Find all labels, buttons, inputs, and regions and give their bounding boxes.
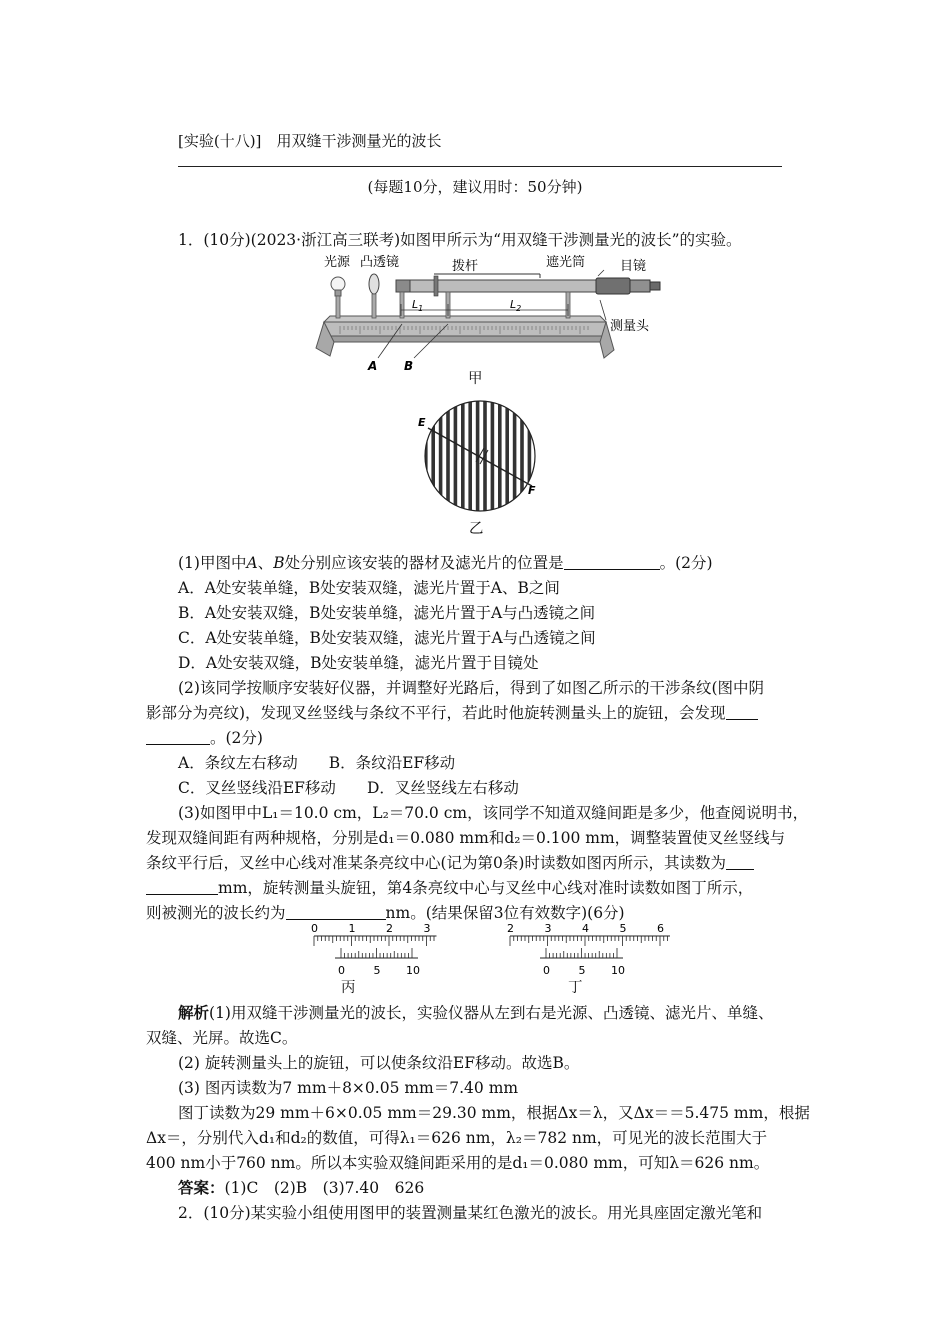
- q1-part1: (1)甲图中A、B处分别应该安装的器材及滤光片的位置是 。(2分): [178, 554, 713, 572]
- fringe-line: [454, 396, 458, 520]
- page-title: [178, 130, 441, 151]
- caption-ding: 丁: [568, 980, 583, 996]
- label-E: E: [418, 416, 426, 429]
- q1-option-b: B．A处安装双缝，B处安装单缝，滤光片置于A与凸透镜之间: [178, 604, 596, 622]
- main-scale-label: 0: [311, 922, 318, 935]
- vernier-label: 10: [611, 964, 625, 977]
- label-shade-tube: 遮光筒: [546, 255, 586, 270]
- solution-line1: 解析(1)用双缝干涉测量光的波长，实验仪器从左到右是光源、凸透镜、滤光片、单缝、: [178, 1003, 774, 1022]
- title-divider: [178, 166, 782, 167]
- label-L2: $L_2$: [510, 298, 522, 313]
- label-F: F: [528, 484, 536, 497]
- label-light-source: 光源: [324, 255, 351, 270]
- answer-blank-1[interactable]: [564, 554, 660, 571]
- q1-intro: 1．(10分)(2023·浙江高三联考)如图甲所示为“用双缝干涉测量光的波长”的实验。: [178, 231, 742, 249]
- q1-part3-line4: mm，旋转测量头旋钮，第4条亮纹中心与叉丝中心线对准时读数如图丁所示，: [146, 876, 753, 898]
- q1-part2-option-c: C．叉丝竖线沿EF移动: [178, 779, 336, 797]
- q1-part2-line3: 。(2分): [146, 726, 263, 748]
- main-scale-label: 6: [657, 922, 664, 935]
- q1-part3-line5: 则被测光的波长约为 nm。(结果保留3位有效数字)(6分): [146, 904, 625, 922]
- caption-jia: 甲: [468, 371, 483, 387]
- q1-part3-line2: 发现双缝间距有两种规格，分别是d₁＝0.080 mm和d₂＝0.100 mm，调整装置使叉丝竖线与: [146, 829, 786, 847]
- time-note: (每题10分，建议用时：50分钟): [367, 178, 583, 196]
- fringe-line: [491, 396, 495, 520]
- q1-part2-line1: (2)该同学按顺序安装好仪器，并调整好光路后，得到了如图乙所示的干涉条纹(图中阴: [178, 679, 765, 697]
- vernier-label: 0: [543, 964, 550, 977]
- solution-line7: 400 nm小于760 nm。所以本实验双缝间距采用的是d₁＝0.080 mm，可知λ＝626 nm。: [146, 1154, 770, 1172]
- q1-part3-line3: 条纹平行后，叉丝中心线对准某条亮纹中心(记为第0条)时读数如图丙所示，其读数为: [146, 851, 754, 873]
- label-B: B: [404, 359, 414, 373]
- title-text: 用双缝干涉测量光的波长: [276, 132, 442, 150]
- main-scale-label: 3: [544, 922, 552, 935]
- answer-line: 答案：(1)C (2)B (3)7.40 626: [178, 1178, 425, 1197]
- vernier-label: 10: [406, 964, 420, 977]
- fringe-line: [431, 396, 435, 520]
- main-scale-label: 1: [348, 922, 356, 935]
- fringe-line: [505, 396, 509, 520]
- title-prefix: [实验(十八)]: [178, 132, 262, 150]
- fringe-line: [461, 396, 465, 520]
- answer-blank-3a[interactable]: [726, 854, 754, 871]
- figure-ding: [507, 922, 670, 977]
- solution-line3: (2) 旋转测量头上的旋钮，可以使条纹沿EF移动。故选B。: [178, 1054, 580, 1072]
- q1-option-c: C．A处安装单缝，B处安装双缝，滤光片置于A与凸透镜之间: [178, 629, 596, 647]
- vernier-label: 5: [578, 964, 586, 977]
- solution-line6: Δx＝，分别代入d₁和d₂的数值，可得λ₁＝626 nm，λ₂＝782 nm，可见光的波长范围大于: [146, 1129, 768, 1147]
- shade-tube: [396, 276, 660, 318]
- main-scale-label: 3: [423, 922, 431, 935]
- label-lever: 拨杆: [452, 259, 479, 274]
- q1-part2-line2: 影部分为亮纹)，发现叉丝竖线与条纹不平行，若此时他旋转测量头上的旋钮，会发现: [146, 701, 758, 723]
- q1-part2-option-a: A．条纹左右移动: [178, 754, 298, 772]
- figure-vernier-readings: [300, 916, 680, 996]
- main-scale-label: 2: [507, 922, 514, 935]
- answer-label: 答案：: [178, 1178, 225, 1197]
- q1-part2-option-d: D．叉丝竖线左右移动: [366, 779, 519, 797]
- q1-option-a: A．A处安装单缝，B处安装双缝，滤光片置于A、B之间: [178, 579, 560, 597]
- caption-bing: 丙: [341, 980, 356, 996]
- fringe-line: [439, 396, 443, 520]
- fringe-line: [468, 396, 472, 520]
- q1-part3-line1: (3)如图甲中L₁＝10.0 cm，L₂＝70.0 cm，该同学不知道双缝间距是多少，他查阅说明书，: [178, 804, 809, 822]
- fringe-line: [520, 396, 524, 520]
- label-eyepiece: 目镜: [620, 259, 647, 274]
- vernier-label: 5: [373, 964, 381, 977]
- figure-jia: [300, 248, 670, 388]
- solution-line2: 双缝、光屏。故选C。: [146, 1029, 298, 1047]
- label-L1: $L_1$: [412, 298, 424, 313]
- solution-label: 解析: [178, 1003, 210, 1022]
- fringe-line: [498, 396, 502, 520]
- label-convex-lens: 凸透镜: [360, 255, 400, 270]
- vernier-label: 0: [338, 964, 345, 977]
- q1-option-d: D．A处安装双缝，B处安装单缝，滤光片置于目镜处: [178, 654, 539, 672]
- q1-part2-options-cd: [178, 776, 519, 798]
- main-scale-label: 4: [582, 922, 589, 935]
- answer-blank-3b[interactable]: [146, 879, 218, 896]
- solution-line4: (3) 图丙读数为7 mm＋8×0.05 mm＝7.40 mm: [178, 1079, 519, 1097]
- answer-blank-2a[interactable]: [726, 704, 758, 721]
- main-scale-label: 2: [386, 922, 393, 935]
- q2-intro: 2．(10分)某实验小组使用图甲的装置测量某红色激光的波长。用光具座固定激光笔和: [178, 1204, 763, 1222]
- convex-lens: [369, 274, 379, 318]
- q1-part2-option-b: B．条纹沿EF移动: [328, 754, 456, 772]
- label-A: A: [368, 359, 378, 373]
- figure-bing: [311, 922, 437, 977]
- solution-line5: 图丁读数为29 mm＋6×0.05 mm＝29.30 mm，根据Δx＝λ，又Δx＝＝5.475 mm，根据: [178, 1104, 810, 1122]
- light-source: [331, 277, 345, 318]
- q1-part2-options-ab: [178, 751, 455, 773]
- label-measure-head: 测量头: [610, 319, 650, 334]
- fringe-line: [528, 396, 532, 520]
- figure-yi: [414, 396, 544, 520]
- caption-yi: 乙: [469, 521, 484, 537]
- optical-bench: [316, 316, 614, 358]
- main-scale-label: 5: [619, 922, 627, 935]
- crosshair-line-EF: [428, 428, 532, 486]
- answer-blank-2b[interactable]: [146, 729, 210, 746]
